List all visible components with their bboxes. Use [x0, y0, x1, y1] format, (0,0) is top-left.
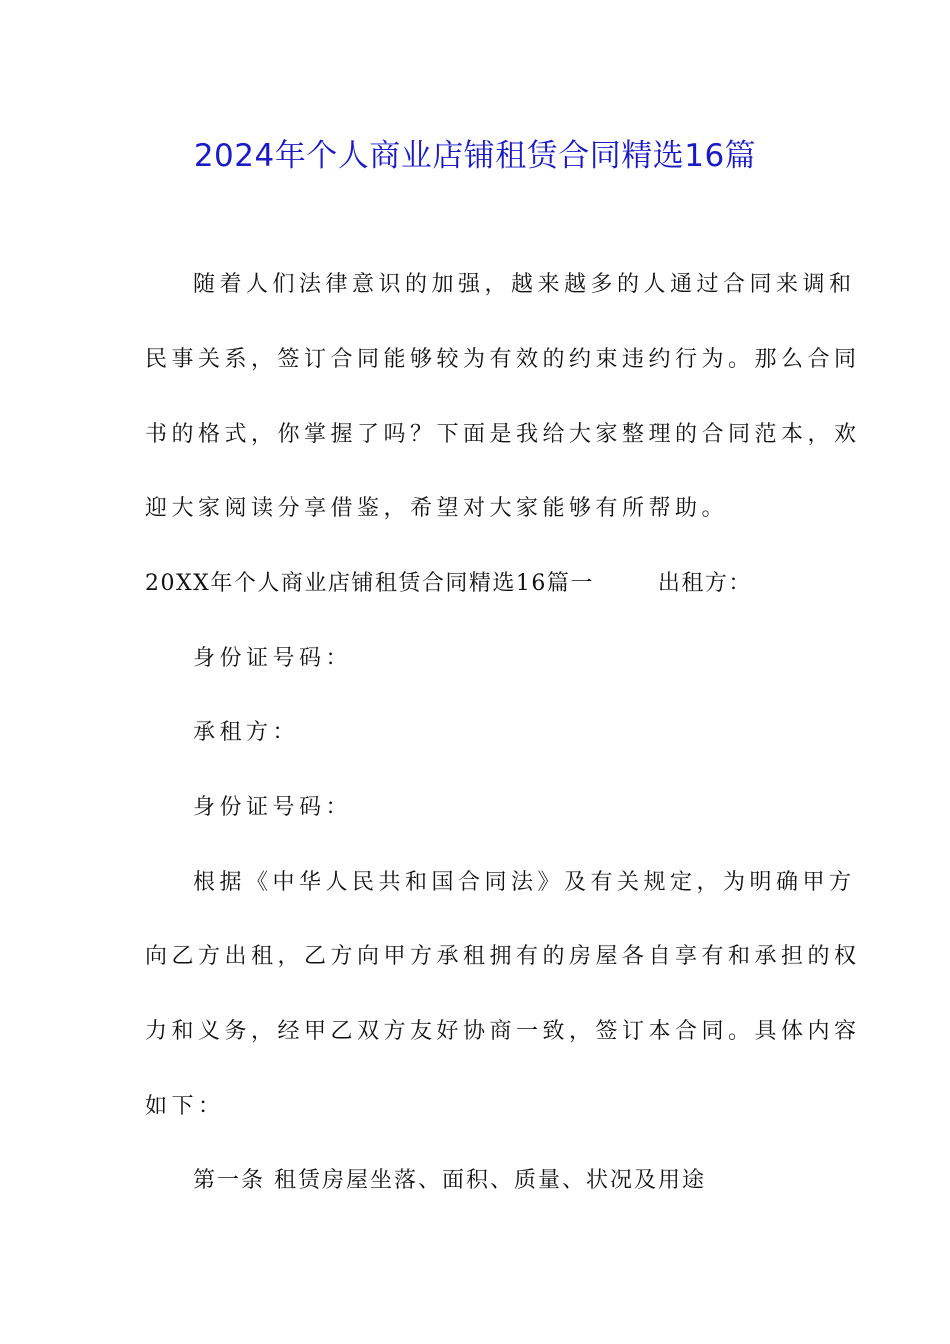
basis-line-2: 向乙方出租，乙方向甲方承租拥有的房屋各自享有和承担的权 [145, 944, 861, 969]
basis-line-3: 力和义务，经甲乙双方友好协商一致，签订本合同。具体内容 [145, 1019, 861, 1044]
lessee-id-label: 身份证号码： [193, 795, 353, 820]
basis-line-4: 如下： [145, 1094, 225, 1119]
intro-line-3: 书的格式，你掌握了吗？下面是我给大家整理的合同范本，欢 [145, 422, 861, 447]
lessor-id-label: 身份证号码： [193, 646, 353, 671]
lessor-label: 出租方： [657, 571, 752, 596]
intro-line-1: 随着人们法律意识的加强，越来越多的人通过合同来调和 [193, 272, 856, 297]
basis-line-1: 根据《中华人民共和国合同法》及有关规定，为明确甲方 [193, 870, 856, 895]
document-title: 2024年个人商业店铺租赁合同精选16篇 [193, 138, 757, 174]
lessee-label: 承租方： [193, 720, 300, 745]
article-one-heading: 第一条 租赁房屋坐落、面积、质量、状况及用途 [193, 1168, 706, 1193]
section-heading-line [145, 569, 752, 599]
intro-line-2: 民事关系，签订合同能够较为有效的约束违约行为。那么合同 [145, 347, 861, 372]
section-heading: 20XX年个人商业店铺租赁合同精选16篇一 [145, 571, 594, 596]
intro-line-4: 迎大家阅读分享借鉴，希望对大家能够有所帮助。 [145, 496, 729, 521]
